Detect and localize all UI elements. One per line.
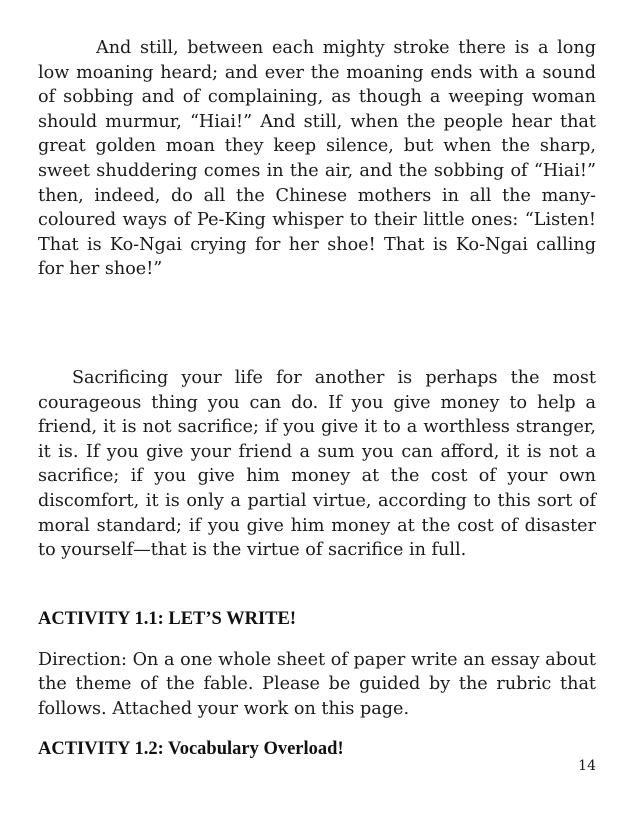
activity-1-1-heading: ACTIVITY 1.1: LET’S WRITE! <box>38 608 297 629</box>
sacrifice-paragraph: Sacrificing your life for another is perhaps the most courageous thing you can do. If you give money to help a friend, it is not sacrifice; if you give it to a worthless stranger, it is. If you give your friend a sum you can afford, it is not a sacrifice; if you give him money at the cost of your own discomfort, it is only a partial virtue, according to this sort of moral standard; if you give him money at the cost of disaster to yourself—that is the virtue of sacrifice in full. <box>38 367 596 561</box>
story-paragraph: And still, between each mighty stroke there is a long low moaning heard; and ever the moaning ends with a sound of sobbing and of complaining, as though a weeping woman should murmur, “Hiai!” And still, when the people hear that great golden moan they keep silence, but when the sharp, sweet shuddering comes in the air, and the sobbing of “Hiai!” then, indeed, do all the Chinese mothers in all the many-coloured ways of Pe-King whisper to their little ones: “Listen! That is Ko-Ngai crying for her shoe! That is Ko-Ngai calling for her shoe!” <box>38 38 596 280</box>
activity-1-1-direction: Direction: On a one whole sheet of paper write an essay about the theme of the fable. Please be guided by the rubric that follows. Attached your work on this page. <box>38 649 596 719</box>
document-page <box>38 36 596 761</box>
page-number: 14 <box>578 758 596 774</box>
activity-1-2-heading: ACTIVITY 1.2: Vocabulary Overload! <box>38 739 344 760</box>
